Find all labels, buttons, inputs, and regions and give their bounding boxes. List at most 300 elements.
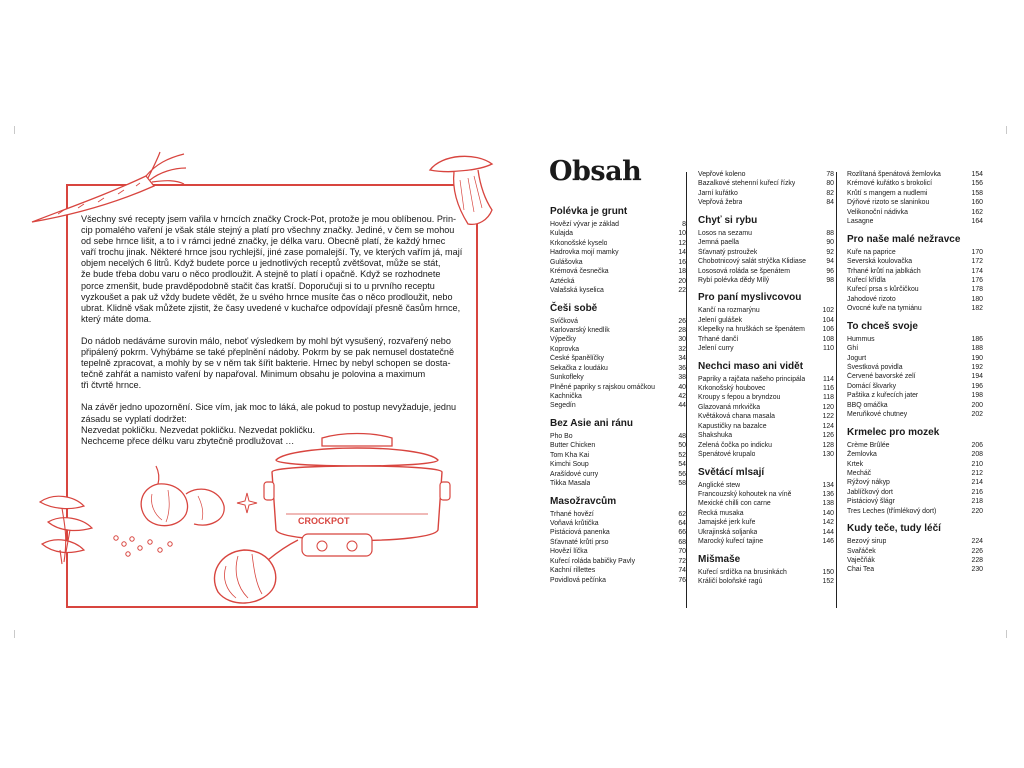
toc-entry-title: Klepelky na hruškách se špenátem bbox=[698, 326, 805, 334]
toc-entry-title: Kuřecí roláda babičky Pavly bbox=[550, 557, 636, 565]
toc-entry[interactable] bbox=[698, 441, 834, 450]
toc-entry-title: Kulajda bbox=[550, 230, 573, 238]
toc-entry-title: Anglické stew bbox=[698, 481, 741, 489]
toc-entry[interactable] bbox=[550, 286, 686, 295]
toc-entry[interactable] bbox=[698, 375, 834, 384]
toc-entry[interactable] bbox=[698, 518, 834, 527]
toc-entry[interactable] bbox=[847, 276, 983, 285]
toc-entry[interactable] bbox=[847, 170, 983, 179]
toc-entry[interactable] bbox=[847, 304, 983, 313]
toc-entry[interactable] bbox=[550, 576, 686, 585]
toc-entry[interactable] bbox=[698, 248, 834, 257]
toc-entry-title: Hadrovka mojí mamky bbox=[550, 249, 619, 257]
toc-entry-page: 68 bbox=[678, 538, 686, 546]
toc-entry[interactable] bbox=[550, 258, 686, 267]
toc-entry-page: 158 bbox=[971, 189, 983, 197]
toc-entry-page: 130 bbox=[822, 451, 834, 459]
toc-entry[interactable] bbox=[698, 568, 834, 577]
toc-entry-title: Ghí bbox=[847, 345, 859, 353]
toc-section-heading: To chceš svoje bbox=[847, 320, 918, 332]
toc-entry-page: 220 bbox=[971, 507, 983, 515]
toc-entry[interactable] bbox=[698, 306, 834, 315]
toc-entry-title: Paštika z kuřecích jater bbox=[847, 392, 919, 400]
toc-entry[interactable] bbox=[847, 295, 983, 304]
toc-entry-title: Karlovarský knedlík bbox=[550, 326, 610, 334]
toc-entry[interactable] bbox=[847, 354, 983, 363]
toc-entry[interactable] bbox=[698, 316, 834, 325]
toc-entry-page: 82 bbox=[826, 189, 834, 197]
toc-entry-page: 206 bbox=[971, 441, 983, 449]
toc-entry[interactable] bbox=[550, 317, 686, 326]
toc-entry[interactable] bbox=[698, 257, 834, 266]
toc-entry-page: 230 bbox=[971, 566, 983, 574]
toc-entry[interactable] bbox=[550, 566, 686, 575]
toc-entry-title: Kroupy s fepou a bryndzou bbox=[698, 394, 781, 402]
toc-entry-title: Losos na sezamu bbox=[698, 229, 753, 237]
text-line: porce zmenšit, bude pravděpodobně stačit čas kratší. Doporučuji si to u prvního receptu bbox=[81, 280, 435, 291]
toc-entry-title: Řecká musaka bbox=[698, 509, 744, 517]
toc-entry-title: Plněné papriky s rajskou omáčkou bbox=[550, 383, 655, 391]
toc-entry-page: 136 bbox=[822, 490, 834, 498]
text-line: Do nádob nedáváme surovin málo, neboť výsledkem by mohl být vysušený, rozvařený nebo bbox=[81, 335, 451, 346]
toc-entry-title: Kuřecí srdíčka na brusinkách bbox=[698, 568, 787, 576]
toc-entry-page: 210 bbox=[971, 460, 983, 468]
toc-entry-title: Meruňkové chutney bbox=[847, 411, 908, 419]
toc-entry[interactable] bbox=[847, 198, 983, 207]
toc-entry-page: 218 bbox=[971, 498, 983, 506]
toc-entry[interactable] bbox=[847, 208, 983, 217]
toc-entry-title: Aztécká bbox=[550, 277, 575, 285]
toc-entry-title: Valašská kyselica bbox=[550, 287, 604, 295]
toc-entry-title: Rybí polévka dědy Mílý bbox=[698, 276, 770, 284]
text-line: tři čtvrtě hrnce. bbox=[81, 380, 142, 391]
toc-entry[interactable] bbox=[847, 267, 983, 276]
toc-entry-title: Ovocné kuře na tymiánu bbox=[847, 305, 922, 313]
toc-entry-title: Kachní rillettes bbox=[550, 567, 596, 575]
toc-entry-title: Chobotnicový salát strýčka Klidiase bbox=[698, 258, 807, 266]
toc-entry[interactable] bbox=[550, 432, 686, 441]
toc-entry-page: 104 bbox=[822, 316, 834, 324]
toc-entry-page: 178 bbox=[971, 286, 983, 294]
toc-entry[interactable] bbox=[698, 528, 834, 537]
toc-entry-page: 154 bbox=[971, 171, 983, 178]
toc-entry-title: Jahodové rizoto bbox=[847, 295, 896, 303]
toc-entry[interactable] bbox=[847, 469, 983, 478]
toc-entry-title: Hummus bbox=[847, 335, 875, 343]
toc-entry-title: Pistáciový šlágr bbox=[847, 498, 895, 506]
toc-section-heading: Masožravcům bbox=[550, 495, 617, 507]
toc-entry[interactable] bbox=[698, 509, 834, 518]
toc-entry-page: 226 bbox=[971, 547, 983, 555]
toc-entry[interactable] bbox=[847, 391, 983, 400]
toc-entry-title: Gulášovka bbox=[550, 258, 583, 266]
toc-entry[interactable] bbox=[550, 547, 686, 556]
toc-entry-page: 94 bbox=[826, 258, 834, 266]
toc-entry-title: Jemná paella bbox=[698, 239, 739, 247]
toc-entry[interactable] bbox=[698, 490, 834, 499]
toc-entry-page: 214 bbox=[971, 479, 983, 487]
toc-entry[interactable] bbox=[698, 238, 834, 247]
toc-entry-title: Švestková povidla bbox=[847, 364, 903, 371]
text-line: Všechny své recepty jsem vařila v hrncích značky Crock-Pot, protože je mou oblíbenou. Prin- bbox=[81, 214, 457, 224]
toc-entry-title: Kuřecí prsa s kůrčičkou bbox=[847, 286, 919, 294]
toc-entry-title: Krtek bbox=[847, 460, 864, 468]
toc-entry-page: 142 bbox=[822, 519, 834, 527]
toc-entry[interactable] bbox=[550, 392, 686, 401]
toc-entry[interactable] bbox=[698, 499, 834, 508]
intro-paragraph-1 bbox=[81, 214, 461, 325]
toc-entry-title: Segedín bbox=[550, 402, 576, 410]
toc-entry[interactable] bbox=[550, 220, 686, 229]
toc-entry-title: Arašídové curry bbox=[550, 470, 599, 478]
toc-entry[interactable] bbox=[847, 344, 983, 353]
toc-entry-page: 200 bbox=[971, 401, 983, 409]
toc-entry[interactable] bbox=[847, 441, 983, 450]
toc-entry-page: 212 bbox=[971, 469, 983, 477]
toc-entry-title: Zelená čočka po indicku bbox=[698, 441, 772, 449]
toc-entry[interactable] bbox=[550, 364, 686, 373]
toc-entry-page: 78 bbox=[826, 171, 834, 178]
pot-brand-label: CROCKPOT bbox=[298, 516, 350, 526]
toc-entry-title: Koprovka bbox=[550, 345, 580, 353]
toc-section-heading: Pro paní myslivcovou bbox=[698, 292, 802, 304]
toc-entry-page: 32 bbox=[678, 345, 686, 353]
toc-entry-title: Chai Tea bbox=[847, 566, 875, 574]
toc-entry-title: Kuře na paprice bbox=[847, 248, 896, 256]
toc-entry-page: 176 bbox=[971, 276, 983, 284]
toc-entry-title: Bazalkové stehenní kuřecí řízky bbox=[698, 180, 796, 188]
toc-entry[interactable] bbox=[550, 441, 686, 450]
toc-entry-page: 40 bbox=[678, 383, 686, 391]
toc-entry[interactable] bbox=[550, 239, 686, 248]
toc-entry-page: 48 bbox=[678, 432, 686, 440]
toc-entry[interactable] bbox=[847, 217, 983, 226]
toc-entry-title: Trhané dančí bbox=[698, 335, 739, 343]
toc-entry-page: 72 bbox=[678, 557, 686, 565]
toc-entry[interactable] bbox=[847, 565, 983, 574]
toc-entry[interactable] bbox=[698, 384, 834, 393]
toc-entry[interactable] bbox=[698, 450, 834, 459]
toc-entry[interactable] bbox=[847, 537, 983, 546]
toc-entry-page: 120 bbox=[822, 403, 834, 411]
toc-entry[interactable] bbox=[847, 556, 983, 565]
toc-entry[interactable] bbox=[698, 344, 834, 353]
toc-entry[interactable] bbox=[847, 507, 983, 516]
toc-entry-title: Bezový sirup bbox=[847, 538, 887, 546]
toc-entry[interactable] bbox=[550, 373, 686, 382]
toc-entry[interactable] bbox=[698, 170, 834, 179]
toc-entry[interactable] bbox=[550, 528, 686, 537]
toc-entry-page: 22 bbox=[678, 287, 686, 295]
toc-entry-page: 96 bbox=[826, 267, 834, 275]
toc-entry-title: Rozlítaná špenátová žemlovka bbox=[847, 171, 941, 178]
toc-entry-title: Dýňové rizoto se slaninkou bbox=[847, 199, 930, 207]
star-anise-icon bbox=[236, 492, 258, 514]
toc-entry-page: 216 bbox=[971, 488, 983, 496]
toc-entry-title: Výpečky bbox=[550, 336, 577, 344]
toc-section-heading: Pro naše malé nežravce bbox=[847, 233, 961, 245]
toc-entry[interactable] bbox=[550, 538, 686, 547]
toc-entry-title: Krkonošské kyselo bbox=[550, 239, 608, 247]
toc-entry-page: 180 bbox=[971, 295, 983, 303]
toc-entry-page: 102 bbox=[822, 307, 834, 315]
toc-entry[interactable] bbox=[847, 410, 983, 419]
toc-entry-title: Francouzský kohoutek na víně bbox=[698, 490, 792, 498]
toc-entry[interactable] bbox=[698, 229, 834, 238]
toc-entry[interactable] bbox=[847, 372, 983, 381]
toc-entry-title: Vepřové koleno bbox=[698, 171, 746, 178]
toc-entry[interactable] bbox=[550, 326, 686, 335]
toc-entry[interactable] bbox=[550, 267, 686, 276]
toc-entry-page: 54 bbox=[678, 461, 686, 469]
toc-entry-page: 138 bbox=[822, 500, 834, 508]
toc-entry[interactable] bbox=[847, 189, 983, 198]
toc-entry-page: 118 bbox=[823, 394, 834, 402]
text-line: Na závěr jedno upozornění. Sice vím, jak moc to láká, ale pokud to postup nevyžaduje, jednu bbox=[81, 402, 457, 413]
toc-entry[interactable] bbox=[550, 401, 686, 410]
toc-entry-page: 160 bbox=[971, 199, 983, 207]
toc-entry-page: 190 bbox=[971, 354, 983, 362]
toc-entry[interactable] bbox=[550, 345, 686, 354]
toc-entry-page: 208 bbox=[971, 451, 983, 459]
toc-entry[interactable] bbox=[847, 401, 983, 410]
toc-entry-page: 170 bbox=[971, 248, 983, 256]
toc-entry-page: 156 bbox=[971, 180, 983, 188]
toc-column-3 bbox=[847, 170, 983, 575]
toc-entry-title: Špenátové krupalo bbox=[698, 451, 756, 459]
toc-entry-page: 16 bbox=[678, 258, 686, 266]
toc-entry[interactable] bbox=[698, 577, 834, 586]
toc-entry-title: Butter Chicken bbox=[550, 442, 596, 450]
toc-entry-page: 12 bbox=[678, 239, 686, 247]
toc-entry-title: Krůtí s mangem a nudlemi bbox=[847, 189, 928, 197]
toc-entry-page: 126 bbox=[822, 432, 834, 440]
toc-entry[interactable] bbox=[550, 229, 686, 238]
toc-entry-title: Rýžový nákyp bbox=[847, 479, 890, 487]
toc-entry-page: 140 bbox=[822, 509, 834, 517]
toc-entry-page: 202 bbox=[971, 411, 983, 419]
toc-entry-title: Sekačka z loudáku bbox=[550, 364, 608, 372]
toc-entry-title: Kachnička bbox=[550, 393, 582, 400]
toc-entry-page: 182 bbox=[971, 305, 983, 313]
toc-entry-page: 28 bbox=[678, 326, 686, 334]
toc-entry[interactable] bbox=[698, 431, 834, 440]
toc-entry[interactable] bbox=[698, 267, 834, 276]
toc-entry[interactable] bbox=[698, 335, 834, 344]
toc-entry[interactable] bbox=[847, 179, 983, 188]
toc-entry-page: 144 bbox=[822, 528, 834, 536]
toc-entry-title: Kimchi Soup bbox=[550, 461, 589, 469]
text-line: připálený pokrm. Vyhýbáme se také přeplnění nádoby. Pokrm by se pak nemusel dostatečně bbox=[81, 347, 455, 358]
toc-entry-page: 110 bbox=[823, 345, 834, 353]
toc-entry[interactable] bbox=[847, 547, 983, 556]
trim-mark bbox=[1006, 630, 1007, 638]
toc-entry[interactable] bbox=[847, 363, 983, 372]
toc-column-2 bbox=[698, 170, 834, 586]
toc-entry[interactable] bbox=[847, 497, 983, 506]
toc-entry-page: 38 bbox=[678, 374, 686, 382]
toc-section-heading: Češi sobě bbox=[550, 302, 598, 314]
toc-entry-page: 228 bbox=[971, 557, 983, 564]
toc-entry[interactable] bbox=[550, 383, 686, 392]
toc-entry[interactable] bbox=[847, 335, 983, 344]
toc-section-heading: Bez Asie ani ránu bbox=[550, 417, 633, 429]
toc-entry[interactable] bbox=[698, 393, 834, 402]
toc-entry[interactable] bbox=[550, 557, 686, 566]
toc-section-heading: Chyť si rybu bbox=[698, 214, 758, 226]
toc-entry-page: 36 bbox=[678, 364, 686, 372]
toc-entry-page: 18 bbox=[678, 268, 686, 276]
toc-entry[interactable] bbox=[550, 335, 686, 344]
toc-entry[interactable] bbox=[698, 276, 834, 285]
toc-entry-title: Kuřecí křídla bbox=[847, 276, 886, 284]
trim-mark bbox=[14, 126, 15, 134]
toc-entry[interactable] bbox=[847, 460, 983, 469]
toc-entry-title: Šťavnaté krůtí prso bbox=[550, 538, 609, 546]
slow-cooker-illustration bbox=[262, 430, 452, 570]
column-separator bbox=[836, 172, 837, 608]
toc-entry-page: 172 bbox=[971, 258, 983, 266]
toc-entry[interactable] bbox=[698, 537, 834, 546]
toc-entry[interactable] bbox=[698, 325, 834, 334]
toc-entry-page: 92 bbox=[826, 248, 834, 256]
toc-entry-title: Povidlová pečínka bbox=[550, 576, 606, 584]
toc-section-heading: Nechci maso ani vidět bbox=[698, 360, 804, 372]
text-line: od sebe hrnce lišit, a to i v rámci jedné značky, je délka varu. Obecně platí, že každý hrnec bbox=[81, 236, 446, 247]
toc-entry-title: Jablíčkový dort bbox=[847, 488, 893, 496]
toc-entry-title: Kapustičky na bazalce bbox=[698, 422, 767, 430]
toc-entry[interactable] bbox=[550, 354, 686, 363]
toc-entry-title: Domácí škvarky bbox=[847, 382, 897, 390]
toc-entry-title: Papriky a rajčata našeho principála bbox=[698, 375, 806, 383]
toc-entry-title: Shakshuka bbox=[698, 432, 733, 440]
toc-entry[interactable] bbox=[550, 277, 686, 286]
toc-entry[interactable] bbox=[847, 382, 983, 391]
toc-entry[interactable] bbox=[698, 481, 834, 490]
toc-entry-page: 44 bbox=[678, 402, 686, 410]
toc-entry[interactable] bbox=[550, 248, 686, 257]
toc-entry[interactable] bbox=[847, 285, 983, 294]
toc-entry[interactable] bbox=[698, 403, 834, 412]
toc-entry-title: Hovězí líčka bbox=[550, 548, 588, 556]
toc-entry-page: 188 bbox=[971, 345, 983, 353]
toc-entry-title: Trhané krůtí na jablkách bbox=[847, 267, 921, 275]
text-line: tepelně zpracovat, a mohly by se v něm tak šířit bakterie. Hrnec by nebyl schopen se dosta- bbox=[81, 358, 451, 369]
intro-paragraph-2 bbox=[81, 336, 461, 391]
toc-entry-page: 50 bbox=[678, 442, 686, 450]
toc-entry-title: Jelení gulášek bbox=[698, 316, 743, 324]
toc-entry-page: 198 bbox=[971, 392, 983, 400]
toc-entry[interactable] bbox=[550, 510, 686, 519]
toc-entry-page: 90 bbox=[826, 239, 834, 247]
toc-entry-page: 88 bbox=[826, 229, 834, 237]
toc-entry-title: Tom Kha Kai bbox=[550, 451, 590, 459]
toc-entry[interactable] bbox=[847, 248, 983, 257]
toc-entry-title: Králičí boloňské ragú bbox=[698, 578, 763, 585]
toc-entry-page: 196 bbox=[971, 382, 983, 390]
toc-entry-page: 128 bbox=[822, 441, 834, 449]
toc-entry[interactable] bbox=[698, 198, 834, 207]
text-line: cip pomalého vaření je však stále stejný a platí pro všechny značky. Jediné, v čem se mohou bbox=[81, 225, 455, 236]
text-line: že bude třeba dobu varu o něco prodloužit. A stejně to platí i opačně. Když se rozhodnete bbox=[81, 269, 441, 280]
toc-entry-page: 42 bbox=[678, 393, 686, 400]
toc-entry-title: Krémová česnečka bbox=[550, 268, 609, 276]
toc-entry-title: Květáková chana masala bbox=[698, 413, 775, 421]
toc-entry-page: 146 bbox=[822, 538, 834, 546]
toc-entry-page: 134 bbox=[822, 481, 834, 489]
toc-entry[interactable] bbox=[847, 488, 983, 497]
toc-entry-title: Jarní kuřátko bbox=[698, 189, 738, 197]
toc-entry-title: Lososová roláda se špenátem bbox=[698, 267, 790, 275]
toc-entry-title: České španělíčky bbox=[550, 355, 605, 363]
toc-entry[interactable] bbox=[847, 257, 983, 266]
toc-entry-page: 186 bbox=[971, 335, 983, 343]
toc-entry-title: Mecháč bbox=[847, 469, 872, 477]
toc-entry-page: 80 bbox=[826, 180, 834, 188]
toc-entry-page: 30 bbox=[678, 336, 686, 344]
text-line: objem necelých 6 litrů. Když budete porce u jednotlivých receptů zvětšovat, může se stát, bbox=[81, 258, 441, 269]
toc-entry-title: BBQ omáčka bbox=[847, 401, 888, 409]
toc-entry[interactable] bbox=[847, 450, 983, 459]
toc-entry-page: 150 bbox=[822, 568, 834, 576]
toc-entry-page: 194 bbox=[971, 373, 983, 381]
text-line: vyzkoušet a pak už vždy budete vědět, že u svého hrnce musíte čas o něco prodloužit, nebo bbox=[81, 291, 453, 302]
toc-entry-title: Pho Bo bbox=[550, 432, 573, 440]
toc-entry-title: Glazovaná mrkvička bbox=[698, 403, 761, 411]
toc-entry-page: 76 bbox=[678, 576, 686, 584]
toc-entry-page: 10 bbox=[678, 230, 686, 238]
toc-entry-page: 108 bbox=[822, 335, 834, 343]
toc-entry-title: Jelení curry bbox=[698, 345, 734, 353]
toc-entry[interactable] bbox=[698, 189, 834, 198]
toc-entry-title: Šťavnatý pstroužek bbox=[698, 248, 758, 256]
toc-entry-page: 152 bbox=[822, 578, 834, 585]
toc-entry-title: Krémové kuřátko s brokolicí bbox=[847, 180, 933, 188]
toc-entry[interactable] bbox=[550, 451, 686, 460]
toc-entry[interactable] bbox=[550, 460, 686, 469]
toc-entry-page: 122 bbox=[822, 413, 834, 421]
intro-text bbox=[81, 214, 461, 458]
toc-entry[interactable] bbox=[698, 179, 834, 188]
toc-entry[interactable] bbox=[847, 478, 983, 487]
toc-entry-title: Severská koulovačka bbox=[847, 258, 913, 266]
toc-entry[interactable] bbox=[698, 412, 834, 421]
toc-entry-title: Velikonoční nádivka bbox=[847, 208, 908, 216]
trim-mark bbox=[1006, 126, 1007, 134]
toc-entry-page: 52 bbox=[678, 451, 686, 459]
toc-entry-title: Svíčková bbox=[550, 317, 578, 325]
toc-entry-page: 162 bbox=[971, 208, 983, 216]
toc-entry-title: Jogurt bbox=[847, 354, 867, 362]
toc-entry[interactable] bbox=[550, 470, 686, 479]
toc-entry[interactable] bbox=[550, 479, 686, 488]
toc-entry-title: Hovězí vývar je základ bbox=[550, 221, 619, 228]
toc-entry-title: Trhané hovězí bbox=[550, 510, 594, 518]
toc-entry-page: 62 bbox=[678, 510, 686, 518]
toc-entry-page: 164 bbox=[971, 218, 983, 226]
toc-entry[interactable] bbox=[698, 422, 834, 431]
text-line: který máte doma. bbox=[81, 313, 152, 324]
toc-entry-page: 20 bbox=[678, 277, 686, 285]
toc-section-heading: Světácí mlsají bbox=[698, 466, 765, 478]
toc-title: Obsah bbox=[549, 156, 642, 187]
column-separator bbox=[686, 172, 687, 608]
toc-entry-title: Voňavá krůtička bbox=[550, 519, 599, 527]
toc-entry[interactable] bbox=[550, 519, 686, 528]
text-line: Nechceme přece délku varu zbytečně prodlužovat … bbox=[81, 435, 295, 446]
toc-entry-title: Krkonošský houbovec bbox=[698, 385, 766, 392]
text-line: Nezvedat pokličku. Nezvedat pokličku. Nezvedat pokličku. bbox=[81, 424, 316, 435]
